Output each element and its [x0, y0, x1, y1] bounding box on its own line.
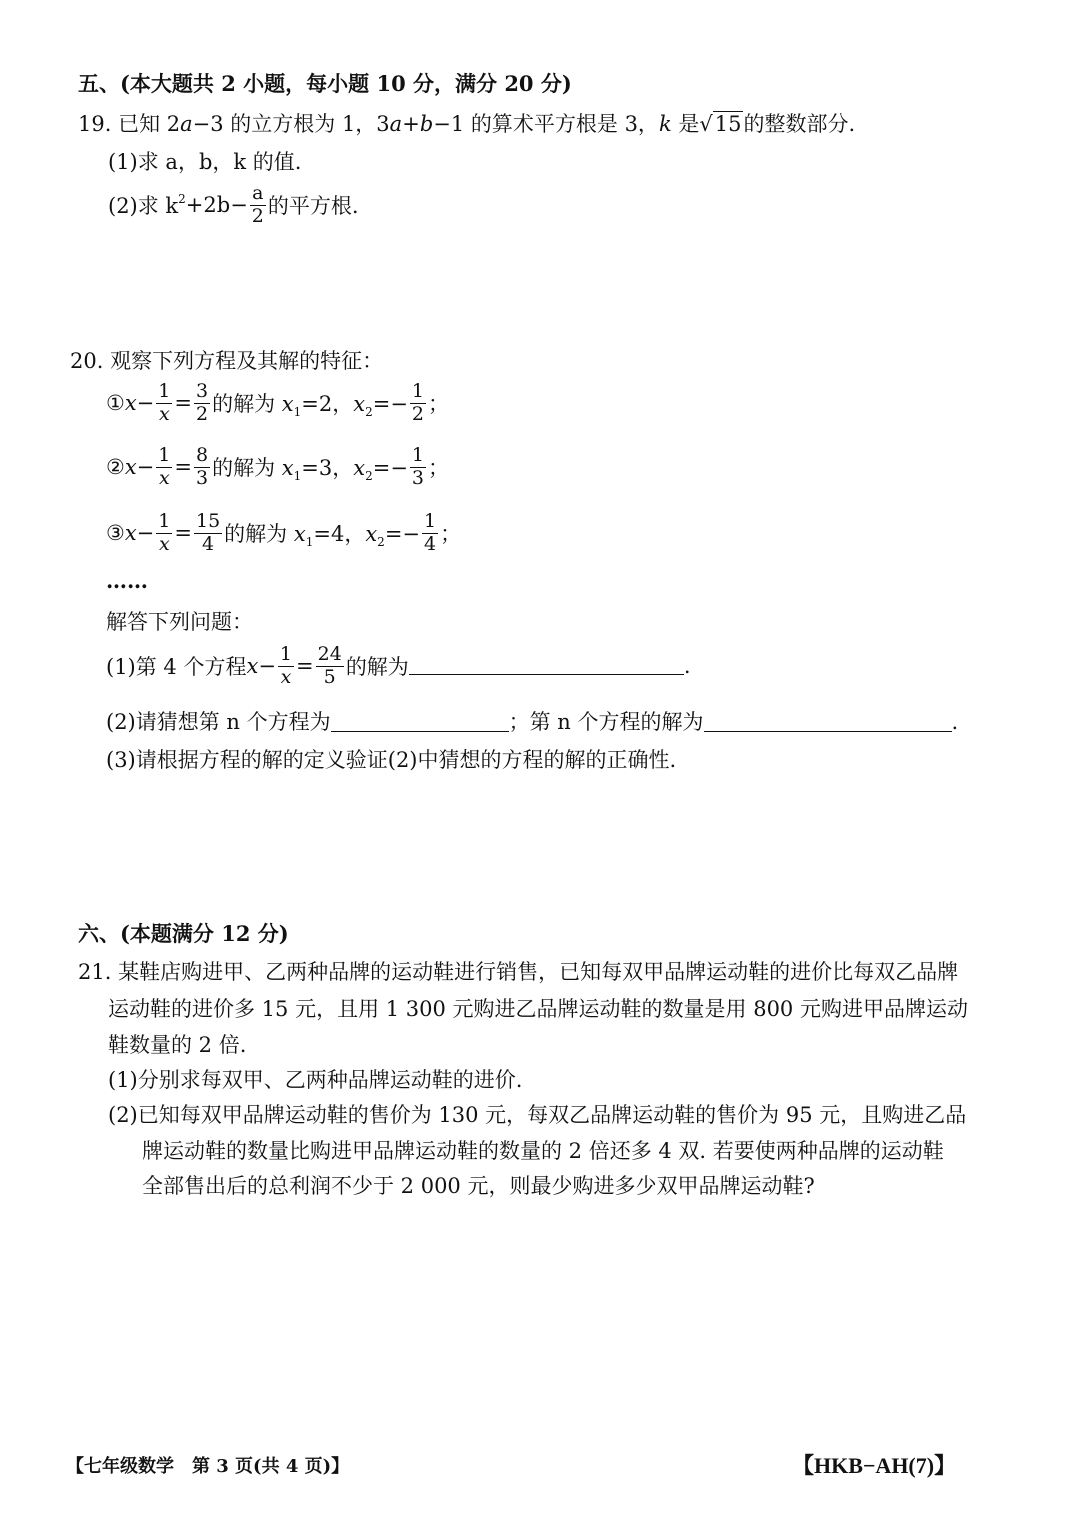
sqrt-symbol: √15: [699, 112, 742, 136]
equals: =: [174, 391, 192, 416]
equation-mark: ①: [106, 391, 125, 416]
q21-line-2: 运动鞋的进价多 15 元，且用 1 300 元购进乙品牌运动鞋的数量是用 800 元购进甲品牌运动: [108, 997, 968, 1021]
fraction-numerator: 1: [158, 380, 171, 402]
q19-stem-c: +: [402, 112, 420, 136]
answer-blank[interactable]: [409, 674, 684, 675]
ellipsis: ……: [106, 568, 148, 593]
var-x: x: [124, 391, 137, 416]
q20-part-1: [106, 645, 691, 688]
q19-part-2: [108, 184, 359, 227]
q19-p2-c: 的平方根.: [267, 194, 359, 219]
q19-p2-b: +2b−: [185, 193, 248, 218]
fraction-numerator: 24: [317, 643, 342, 665]
fraction: [194, 446, 210, 489]
fraction: [156, 512, 172, 555]
solution-label: 的解为: [212, 392, 276, 417]
fraction-denominator: 4: [424, 532, 437, 555]
var-b: b: [419, 112, 434, 136]
fraction-numerator: 1: [158, 444, 171, 466]
fraction: [422, 512, 438, 555]
var-a: a: [389, 112, 403, 136]
q19-stem-b: −3 的立方根为 1，3: [192, 112, 390, 136]
equals: =: [296, 654, 314, 679]
fraction-denominator: 2: [195, 402, 209, 425]
fraction-denominator: x: [158, 402, 170, 425]
answer-intro: 解答下列问题：: [106, 610, 253, 634]
sqrt-radicand: 15: [714, 112, 742, 136]
fraction-numerator: 1: [279, 643, 293, 665]
question-20-stem: 20. 观察下列方程及其解的特征：: [70, 349, 384, 373]
q21-part-2-line-3: 全部售出后的总利润不少于 2 000 元，则最少购进多少双甲品牌运动鞋?: [142, 1174, 815, 1198]
fraction-denominator: 2: [251, 204, 264, 227]
q21-part-1: (1)分别求每双甲、乙两种品牌运动鞋的进价.: [108, 1068, 523, 1092]
solution-x1: $x_1=4$，$x_2=-$: [293, 521, 421, 550]
fraction-denominator: 3: [195, 466, 209, 489]
minus: −: [136, 521, 155, 546]
section-6-heading: 六、(本题满分 12 分): [78, 921, 289, 946]
section-5-heading: 五、(本大题共 2 小题，每小题 10 分，满分 20 分): [78, 71, 572, 96]
footer-page-info: 【七年级数学 第 3 页(共 4 页)】: [66, 1456, 350, 1477]
minus: −: [136, 455, 155, 480]
fraction-numerator: 1: [158, 510, 171, 532]
fraction-denominator: 5: [323, 665, 336, 688]
fraction-denominator: x: [158, 466, 170, 489]
q20-p2-a: (2)请猜想第 n 个方程为: [106, 710, 331, 734]
answer-blank[interactable]: [331, 731, 509, 732]
fraction: [156, 446, 172, 489]
fraction-numerator: 1: [411, 380, 425, 402]
equation-mark: ③: [106, 521, 125, 546]
equation-mark: ②: [106, 455, 125, 480]
var-x: x: [124, 521, 137, 546]
q21-part-2-line-1: (2)已知每双甲品牌运动鞋的售价为 130 元，每双乙品牌运动鞋的售价为 95 元，且购进乙品: [108, 1103, 967, 1127]
fraction: [250, 184, 266, 227]
q21-part-2-line-2: 牌运动鞋的数量比购进甲品牌运动鞋的数量的 2 倍还多 4 双. 若要使两种品牌的运动鞋: [142, 1139, 944, 1163]
q19-p2-a: (2)求 k: [108, 194, 179, 219]
fraction: [156, 382, 172, 425]
var-k: k: [658, 112, 672, 136]
equation-1: [106, 382, 449, 425]
footer-exam-code: 【HKB−AH(7)】: [792, 1453, 957, 1478]
q19-stem-a: 19. 已知 2: [78, 112, 181, 136]
solution-x1: $x_1=2$，$x_2=-$: [281, 391, 408, 420]
minus: −: [258, 654, 276, 679]
fraction-denominator: 4: [202, 532, 215, 555]
fraction-denominator: x: [280, 665, 292, 688]
exponent: 2: [178, 191, 186, 206]
fraction: [194, 382, 210, 425]
fraction-denominator: x: [158, 532, 170, 555]
fraction-numerator: 1: [424, 510, 437, 532]
fraction-numerator: 8: [195, 444, 209, 466]
q20-part-2: [106, 706, 958, 736]
fraction: [194, 512, 222, 555]
semicolon: ；: [428, 392, 450, 417]
fraction-numerator: a: [252, 182, 264, 204]
equals: =: [174, 455, 192, 480]
q19-stem-d: −1 的算术平方根是 3，: [433, 112, 659, 136]
solution-label: 的解为: [212, 456, 276, 481]
solution-x1: $x_1=3$，$x_2=-$: [281, 455, 408, 484]
fraction: [278, 645, 294, 688]
q21-line-3: 鞋数量的 2 倍.: [108, 1033, 247, 1057]
fraction-denominator: 2: [411, 402, 425, 425]
fraction: [410, 446, 426, 489]
semicolon: ；: [440, 522, 462, 547]
equation-3: [106, 512, 461, 555]
q19-stem-e: 是: [671, 112, 700, 136]
q20-part-3: (3)请根据方程的解的定义验证(2)中猜想的方程的解的正确性.: [106, 748, 677, 772]
equals: =: [174, 521, 192, 546]
equation-2: [106, 446, 449, 489]
q20-p2-b: ；第 n 个方程的解为: [508, 710, 704, 734]
minus: −: [136, 391, 155, 416]
fraction: [316, 645, 344, 688]
q21-line-1: 21. 某鞋店购进甲、乙两种品牌的运动鞋进行销售，已知每双甲品牌运动鞋的进价比每双乙品牌: [78, 960, 959, 984]
answer-blank[interactable]: [704, 731, 952, 732]
period: .: [951, 710, 959, 734]
solution-label: 的解为: [224, 522, 288, 547]
q19-stem-f: 的整数部分.: [743, 112, 856, 136]
fraction-denominator: 3: [411, 466, 425, 489]
fraction-numerator: 1: [411, 444, 425, 466]
var-x: x: [124, 455, 137, 480]
var-a: a: [180, 112, 193, 136]
fraction: [410, 382, 426, 425]
question-19-stem: [78, 108, 855, 138]
q20-p1-a: (1)第 4 个方程: [106, 655, 247, 680]
var-x: x: [246, 654, 259, 679]
q19-part-1: (1)求 a，b，k 的值.: [108, 150, 302, 174]
q20-p1-b: 的解为: [345, 655, 409, 680]
period: .: [683, 654, 691, 679]
fraction-numerator: 3: [195, 380, 209, 402]
semicolon: ；: [428, 456, 450, 481]
fraction-numerator: 15: [195, 510, 221, 532]
